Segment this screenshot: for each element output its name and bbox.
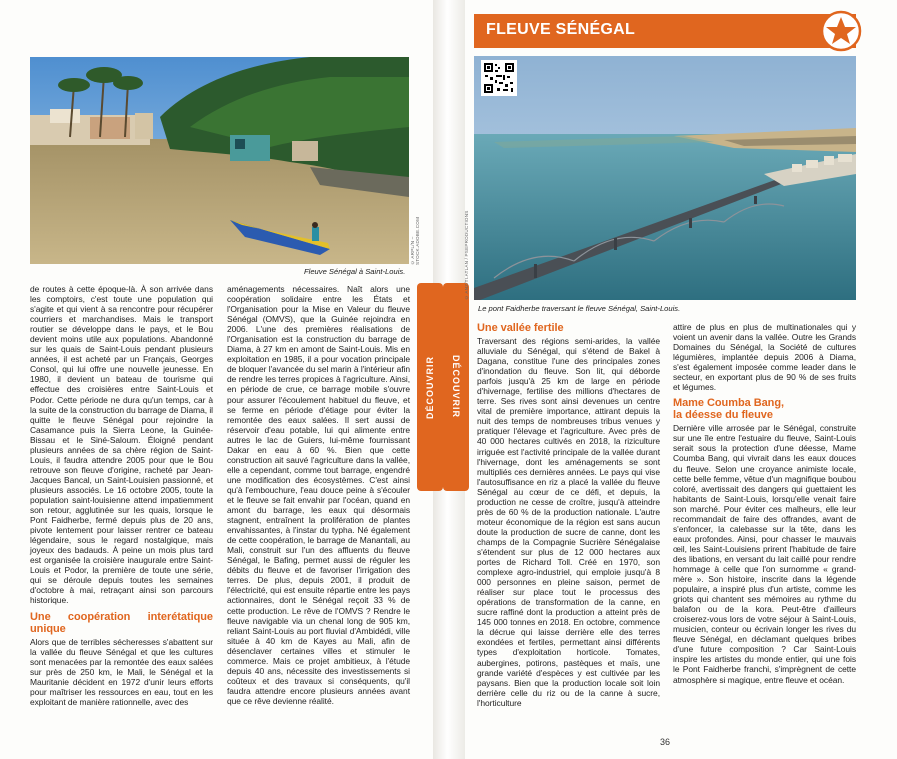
chapter-header [474,14,856,48]
river-scene-image [30,57,409,264]
heading-mame-coumba-bang-line1: Mame Coumba Bang, [673,397,784,410]
heading-mame-coumba-bang-line2: la déesse du fleuve [673,409,773,422]
qr-code[interactable] [481,60,517,96]
paragraph-deesse: Dernière ville arrosée par le Sénégal, construite sur une île entre l'estuaire du fleuve, Saint-Louis serait sous la protection d'une déesse, Mame Coumba Bang, qui vivrait dans les eaux douces du fleuve. Selon une croyance animiste locale, cette belle femme, vêtue d'un magnifique boubou coloré, avertissait des dangers qui guettaient les habitants de Saint-Louis, lorsqu'elle venait faire son marché. Pour éviter ces malheurs, elle leur recommandait de faire des offrandes, avant de s'enfoncer, la calebasse sur la tête, dans les eaux profondes. Ainsi, pour chasser le mauvais œil, les Saint-Louisiens prirent l'habitude de faire des libations, en versant du lait caillé pour rendre hommage à celle que l'on surnomme « grand-mère ». Son histoire, inscrite dans la légende populaire, a inspiré plus d'un artiste, comme les griots qui chantent ses mémoires au rythme du balafon ou de la kora. Peut-être d'ailleurs croiserez-vous lors de votre séjour à Saint-Louis, musicien, conteur ou écrivain longer les rives du fleuve Sénégal, en déclamant quelques bribes d'une future composition ? Car Saint-Louis inspire les artistes du monde entier, qui une fois le Pont Faidherbe franchi, s'imprègnent de cette atmosphère si magique, entre fleuve et océan. [673,423,856,685]
paragraph-bou-history: de routes à cette époque-là. À son arrivée dans les comptoirs, c'est toute une population qui s'agite et qui vient à sa rencontre pour récupérer courriers et marchandises. Mais le transport routier se développe dans le pays, et le Bou devient moins utile aux populations. Abandonné sur les quais de Saint-Louis pendant plusieurs années, il est acheté par un Français, Georges Consol, qui lui offre une nouvelle jeunesse. En 1980, il devient un bateau de tourisme qui effectue des croisières entre Saint-Louis et Podor. Cette période ne dura qu'un temps, car à la suite de la construction du barrage de Diama, il quitte le fleuve Sénégal pour rejoindre la Casamance puis la Sierra Leone, la Guinée-Bissau et le Siné-Saloum. Éloigné pendant plusieurs années de sa chère région de Saint-Louis, il faudra attendre 2005 pour que le Bou retrouve son fleuve d'origine, racheté par Jean-Jacques Bancal, un Saint-Louisien passionné, et plusieurs associés. Le 16 octobre 2005, toute la population saint-louisienne attend impatiemment son retour, agglutinée sur les quais, lorsque le Pont Faidherbe, fermé depuis plus de 20 ans, pivote lentement pour laisser rentrer ce bateau légendaire, sous le regard nostalgique, mais joyeux des badauds. À peine un mois plus tard est organisée la croisière inaugurale entre Saint-Louis et Podor, la première de toute une série, qui se déroule depuis toutes les semaines d'octobre à mai, retraçant ainsi son parcours historique. [30,284,213,606]
paragraph-cooperation: Alors que de terribles sécheresses s'abattent sur la vallée du fleuve Sénégal et que les cultures sont menacées par la remontée des eaux salées sur près de 250 km, le Mali, le Sénégal et la Mauritanie décident en 1972 d'unir leurs efforts pour maîtriser les ressources en eau, tout en les exploitant de manière rationnelle, avec des [30,636,213,707]
text-column-3 [477,322,660,708]
photo-pont-faidherbe [474,56,856,300]
paragraph-horticulture: attire de plus en plus de multinationales qui y voient un avenir dans la vallée. Outre les Grands Domaines du Sénégal, la Société de cultures légumières, implantée depuis 2006 à Diama, s'est également imposée comme leader dans le secteur, en exportant plus de 90 % de ses fruits et légumes. [673,322,856,393]
photo-fleuve-saint-louis [30,57,409,264]
paragraph-vallee-fertile: Traversant des régions semi-arides, la vallée alluviale du Sénégal, qui s'étend de Bakel à Dagana, constitue l'une des principales zones d'inondation du fleuve. Son lit, qui déborde parfois jusqu'à 25 km de large en période d'hivernage, fertilise des millions d'hectares de terre. Ses rives sont ainsi devenues un centre vital de première importance, attirant depuis la nuit des temps de nombreuses tribus venues y pratiquer l'élevage et l'agriculture. Avec près de 40 000 hectares cultivés en 2018, la riziculture irriguée est l'activité principale de la vallée durant l'hivernage, dont les aménagements se sont multipliés ces dernières années. Le pays qui vise l'autosuffisance en riz a placé la vallée du fleuve Sénégal au cœur de ce défi, et depuis, la production ne cesse de croître, jusqu'à atteindre près de 60 % de la production nationale. L'autre moteur économique de la région est sans aucun doute la production de sucre de canne, dont les champs de la Compagnie Sucrière Sénégalaise s'étendent sur plus de 12 000 hectares aux portes de Richard Toll. Créé en 1970, son complexe agro-industriel, qui emploie jusqu'à 8 000 personnes en pleine saison, permet de réaliser sur place tout le processus des opérations de transformation de la canne, en sucre raffiné dont la production a atteint près de 145 000 tonnes en 2018. En octobre, commence la décrue qui laisse derrière elle des terres exondées et fertiles, permettant ainsi différents types d'exploitation horticole. Tomates, aubergines, potirons, pastèques et maïs, une grande variété d'espèces y est cultivée par les paysans. Bien que la production locale soit loin derrière celle du riz ou de la canne à sucre, l'horticulture [477,336,660,708]
tab-decouvrir-right-label: DÉCOUVRIR [451,355,461,419]
chapter-title: FLEUVE SÉNÉGAL [486,21,636,38]
photo-right-credit: © ANZ/TI.ATLAN / PSEPRODUCTIONS [464,210,469,300]
star-icon [820,10,862,52]
heading-vallee-fertile: Une vallée fertile [477,322,564,334]
photo-right-caption: Le pont Faidherbe traversant le fleuve Sénégal, Saint-Louis. [478,304,681,313]
heading-mame-coumba-bang [673,397,856,421]
tab-decouvrir-right[interactable] [443,283,469,491]
page-number: 36 [660,737,671,747]
heading-cooperation: Une coopération interétatique unique [30,610,213,635]
text-column-2 [227,284,410,706]
text-column-1 [30,284,213,707]
tab-decouvrir-left-label: DÉCOUVRIR [425,355,435,419]
bridge-scene-image [474,56,856,300]
tab-decouvrir-left[interactable] [417,283,443,491]
paragraph-omvs: aménagements nécessaires. Naît alors une coopération solidaire entre les États et l'Organisation pour la Mise en Valeur du fleuve Sénégal (OMVS), que la Guinée rejoindra en 2006. L'une des premières réalisations de l'Organisation est la construction du barrage de Diama, à 27 km en amont de Saint-Louis. Mis en exploitation en 1985, il a pour vocation principale de bloquer l'avancée du sel marin à l'intérieur afin de rendre les terres propices à l'agriculture. Ainsi, en période de crue, ce barrage mobile s'ouvre pour assurer l'écoulement habituel du fleuve, et se ferme en période d'étiage pour éviter la remontée des eaux salées. Il sert aussi de réservoir d'eau potable, lui qui alimente entre autres le lac de Guiers, lui-même fournissant Dakar en eau à 60 %. Bien que cette construction ait sauvé l'agriculture dans la vallée, elle a cependant, comme tout barrage, engendré une modification des écosystèmes. C'est ainsi qu'à l'embouchure, l'eau douce peine à s'écouler et le fleuve se fait envahir par l'océan, quand en amont du barrage, les eaux qui désormais stagnent, entraînent la prolifération de plantes envahissantes, à l'instar du typha. Né également de cette coopération, le barrage de Manantali, au Mali, construit sur l'un des affluents du fleuve Sénégal, le Bafing, permet aussi de réguler les débits du fleuve et de favoriser l'irrigation des terres. De plus, depuis 2001, il produit de l'électricité, qui est ensuite répartie entre les pays actionnaires, dont le Sénégal reçoit 33 % de cette production. Le rêve de l'OMVS ? Rendre le fleuve navigable via un chenal long de 905 km, reliant Saint-Louis au port fluvial d'Ambidédi, ville située à 40 km de Kayes au Mali, afin de désenclaver certaines villes et stimuler le commerce. Mais ce projet ambitieux, à l'étude depuis 40 ans, nécessite des investissements si coûteux et des travaux si conséquents, qu'il faudra attendre encore plusieurs années avant que ce rêve devienne réalité. [227,284,410,706]
photo-left-credit: © ARPL/N – STOCK.ADOBE.COM [410,216,420,265]
photo-left-caption: Fleuve Sénégal à Saint-Louis. [304,267,406,276]
text-column-4 [673,322,856,685]
